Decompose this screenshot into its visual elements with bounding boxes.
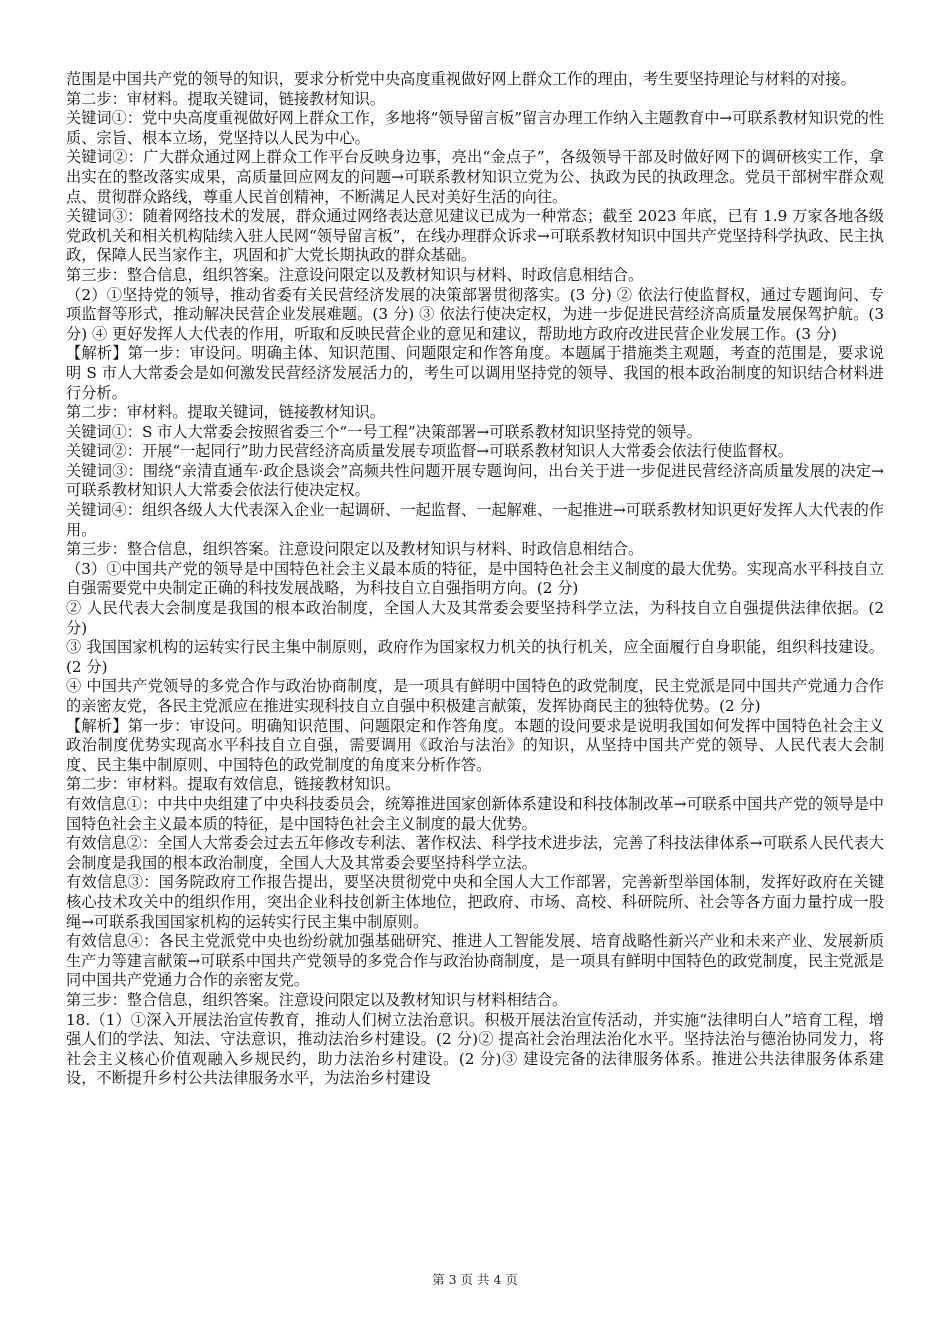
paragraph: 关键词①：S 市人大常委会按照省委三个“一号工程”决策部署→可联系教材知识坚持党的领导。 [66,422,702,441]
paragraph: 关键词③：围绕“亲清直通车·政企恳谈会”高频共性问题开展专题询问，出台关于进一步促进民营经济高质量发展的决定→可联系教材知识人大常委会依法行使决定权。 [66,461,884,500]
paragraph: 关键词①：党中央高度重视做好网上群众工作，多地将“领导留言板”留言办理工作纳入主题教育中→可联系教材知识党的性质、宗旨、根本立场，党坚持以人民为中心。 [66,109,885,147]
paragraph: ③ 我国国家机构的运转实行民主集中制原则，政府作为国家权力机关的执行机关，应全面履行自身职能，组织科技建设。(2 分) [66,638,884,676]
paragraph: 18.（1）①深入开展法治宣传教育，推动人们树立法治意识。积极开展法治宣传活动，并实施“法律明白人”培育工程，增强人们的学法、知法、守法意识，推动法治乡村建设。(2 分)② 提高社会治理法治化水平。坚持法治与德治协同发力，将社会主义核心价值观融入乡规民约，助力法治乡村建设。(2 分)③ 建设完备的法律服务体系。推进公共法律服务体系建设，不断提升乡村公共法律服务水平，为法治乡村建设 [66,1010,884,1088]
document-body [66,70,884,1089]
paragraph: （3）①中国共产党的领导是中国特色社会主义最本质的特征，是中国特色社会主义制度的最大优势。实现高水平科技自立自强需要党中央制定正确的科技发展战略，为科技自立自强指明方向。(2 分) [66,559,884,598]
paragraph: 有效信息③：国务院政府工作报告提出，要坚决贯彻党中央和全国人大工作部署，完善新型举国体制，发挥好政府在关键核心技术攻关中的组织作用，突出企业科技创新主体地位，把政府、市场、高校、科研院所、社会等各方面力量拧成一股绳→可联系我国国家机构的运转实行民主集中制原则。 [66,873,884,931]
paragraph: 第三步：整合信息，组织答案。注意设问限定以及教材知识与材料、时政信息相结合。 [66,265,644,284]
page-footer: 第 3 页 共 4 页 [432,1272,518,1287]
paragraph: 关键词③：随着网络技术的发展，群众通过网络表达意见建议已成为一种常态；截至 2023 年底，已有 1.9 万家各地各级党政机关和相关机构陆续入驻人民网“领导留言板”，在线办理群众诉求→可联系教材知识中国共产党坚持科学执政、民主执政，保障人民当家作主，巩固和扩大党长期执政的群众基础。 [66,207,885,265]
paragraph: 第三步：整合信息，组织答案。注意设问限定以及教材知识与材料相结合。 [66,990,568,1009]
paragraph: ④ 中国共产党领导的多党合作与政治协商制度，是一项具有鲜明中国特色的政党制度，民主党派是同中国共产党通力合作的亲密友党，各民主党派应在推进实现科技自立自强中积极建言献策，发挥协商民主的独特优势。(2 分) [66,677,884,715]
paragraph: 第二步：审材料。提取关键词，链接教材知识。 [66,403,385,422]
paragraph: 关键词②：开展“一起同行”助力民营经济高质量发展专项监督→可联系教材知识人大常委会依法行使监督权。 [66,442,793,461]
paragraph: 范围是中国共产党的领导的知识，要求分析党中央高度重视做好网上群众工作的理由，考生要坚持理论与材料的对接。 [66,70,856,88]
paragraph: 有效信息④：各民主党派党中央也纷纷就加强基础研究、推进人工智能发展、培育战略性新兴产业和未来产业、发展新质生产力等建言献策→可联系中国共产党领导的多党合作与政治协商制度，是一项具有鲜明中国特色的政党制度，民主党派是同中国共产党通力合作的亲密友党。 [66,932,884,990]
paragraph: 第二步：审材料。提取有效信息，链接教材知识。 [66,775,401,794]
paragraph: 第二步：审材料。提取关键词，链接教材知识。 [66,89,385,108]
paragraph: 关键词④：组织各级人大代表深入企业一起调研、一起监督、一起解难、一起推进→可联系教材知识更好发挥人大代表的作用。 [66,501,884,539]
paragraph: 【解析】第一步：审设问。明确知识范围、问题限定和作答角度。本题的设问要求是说明我国如何发挥中国特色社会主义政治制度优势实现高水平科技自立自强，需要调用《政治与法治》的知识，从坚持中国共产党的领导、人民代表大会制度、民主集中制原则、中国特色的政党制度的角度来分析作答。 [66,716,884,774]
paragraph: （2）①坚持党的领导，推动省委有关民营经济发展的决策部署贯彻落实。(3 分) ② 依法行使监督权，通过专题询问、专项监督等形式，推动解决民营企业发展难题。(3 分) ③ 依法行使决定权，为进一步促进民营经济高质量发展保驾护航。(3 分) ④ 更好发挥人大代表的作用，听取和反映民营企业的意见和建议，帮助地方政府改进民营企业发展工作。(3 分) [66,285,884,343]
paragraph: 有效信息②：全国人大常委会过去五年修改专利法、著作权法、科学技术进步法，完善了科技法律体系→可联系人民代表大会制度是我国的根本政治制度，全国人大及其常委会要坚持科学立法。 [66,834,884,872]
paragraph: 关键词②：广大群众通过网上群众工作平台反映身边事，亮出“金点子”，各级领导干部及时做好网下的调研核实工作，拿出实在的整改落实成果，高质量回应网友的问题→可联系教材知识立党为公、执政为民的执政理念。党员干部树牢群众观点、贯彻群众路线，尊重人民首创精神，不断满足人民对美好生活的向往。 [66,148,884,206]
paragraph: 有效信息①：中共中央组建了中央科技委员会，统筹推进国家创新体系建设和科技体制改革→可联系中国共产党的领导是中国特色社会主义最本质的特征，是中国特色社会主义制度的最大优势。 [66,794,884,833]
paragraph: 【解析】第一步：审设问。明确主体、知识范围、问题限定和作答角度。本题属于措施类主观题，考查的范围是，要求说明 S 市人大常委会是如何激发民营经济发展活力的，考生可以调用坚持党的领导、我国的根本政治制度的知识结合材料进行分析。 [66,344,884,402]
paragraph: 第三步：整合信息，组织答案。注意设问限定以及教材知识与材料、时政信息相结合。 [66,540,644,559]
paragraph: ② 人民代表大会制度是我国的根本政治制度，全国人大及其常委会要坚持科学立法，为科技自立自强提供法律依据。(2 分) [66,599,884,637]
